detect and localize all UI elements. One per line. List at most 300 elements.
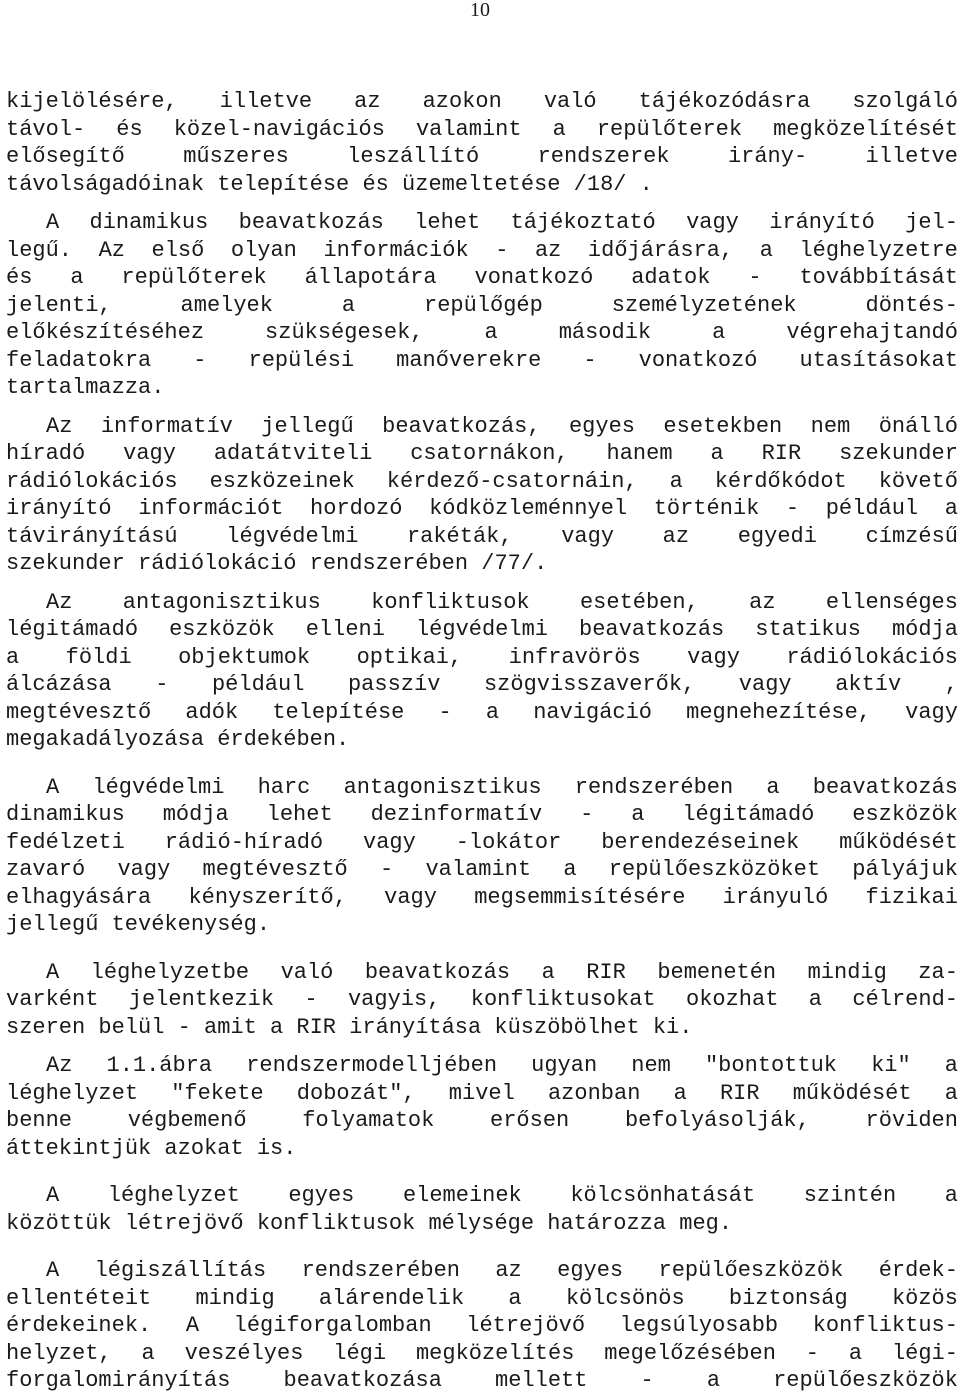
word: továbbítását	[799, 265, 958, 290]
word: valamint	[415, 116, 522, 142]
word: a	[141, 1340, 155, 1366]
word: egyes	[557, 1258, 624, 1283]
word: szintén	[803, 1183, 897, 1208]
word: távolságadóinak	[6, 171, 205, 197]
text-line	[6, 856, 958, 884]
word: passzív	[347, 672, 441, 697]
text-line	[6, 116, 958, 144]
word: célrend-	[852, 987, 958, 1012]
text-line	[6, 1014, 958, 1042]
word: alárendelik	[318, 1285, 465, 1311]
word: állapotára	[304, 265, 437, 290]
text-line	[6, 319, 958, 347]
word: mindig	[195, 1285, 275, 1311]
word: fedélzeti	[6, 829, 125, 855]
word: biztonság	[728, 1285, 848, 1311]
word: adatátviteli	[213, 441, 373, 466]
word: lehet	[266, 802, 333, 827]
word: beavatkozása	[283, 1368, 442, 1393]
text-line	[6, 1107, 958, 1135]
word: -	[748, 265, 762, 290]
text-line	[6, 829, 958, 857]
word: repülési	[248, 347, 355, 373]
page-number: 10	[470, 0, 490, 21]
word: vonatkozó	[638, 347, 758, 373]
word: ellentéteit	[6, 1285, 152, 1311]
text-line	[6, 523, 958, 551]
word: légitámadó	[682, 802, 815, 827]
word: beavatkozás	[238, 210, 384, 235]
word: légi-	[891, 1340, 958, 1366]
word: nem	[631, 1053, 671, 1078]
word: A	[185, 1313, 200, 1338]
word: konfliktusokat	[470, 987, 656, 1012]
word: léghelyzetre	[799, 237, 958, 263]
word: ugyan	[531, 1053, 598, 1078]
word: tartalmazza.	[6, 375, 165, 400]
word: amelyek	[180, 292, 273, 318]
word: megnehezítése,	[686, 699, 871, 725]
word: vagy	[363, 829, 416, 855]
text-line	[6, 616, 958, 644]
word: például	[211, 672, 305, 697]
word: való	[280, 959, 334, 985]
word: tájékoztató	[510, 210, 656, 235]
word: előkészítéséhez	[6, 320, 205, 345]
word: vagy	[738, 672, 792, 697]
word: a	[766, 774, 780, 800]
word: határozza	[547, 1210, 667, 1236]
word: megközelítését	[773, 116, 958, 142]
word: antagonisztikus	[343, 774, 542, 800]
word: dezinformatív	[370, 802, 543, 827]
word: Az	[46, 1053, 73, 1078]
word: -	[583, 347, 597, 373]
word: műszeres	[183, 144, 289, 169]
word: forgalomirányítás	[6, 1368, 231, 1393]
word: nem	[810, 413, 851, 439]
word: optikai,	[356, 644, 463, 670]
word: távirányítású	[6, 523, 178, 549]
word: "bontottuk	[704, 1053, 837, 1078]
word: esetében,	[579, 589, 699, 615]
word: a	[944, 496, 958, 521]
word: -	[785, 496, 800, 521]
word: navigáció	[533, 699, 653, 725]
word: repülőeszközöket	[608, 857, 821, 882]
word: a	[712, 320, 726, 345]
word: légvédelmi	[92, 774, 225, 800]
word: -	[438, 699, 452, 725]
word: antagonisztikus	[122, 589, 321, 615]
word: fizikai	[865, 884, 958, 910]
text-line	[6, 644, 958, 672]
word: varként	[6, 987, 99, 1012]
text-line	[6, 88, 958, 116]
text-line	[6, 699, 958, 727]
paragraph	[6, 413, 958, 578]
word: megelőzésében	[604, 1340, 776, 1366]
word: légi	[333, 1340, 387, 1366]
word: ellenséges	[825, 589, 958, 615]
word: veszélyes	[184, 1340, 304, 1366]
word: infravörös	[508, 644, 641, 670]
word: vagy	[117, 857, 171, 882]
word: helyzet,	[6, 1340, 112, 1366]
word: megsemmisítésére	[474, 884, 686, 910]
word: erősen	[490, 1108, 570, 1133]
word: irány-	[727, 144, 808, 169]
word: A	[46, 1183, 60, 1208]
word: léghelyzet	[6, 1080, 139, 1106]
word: ki"	[871, 1053, 911, 1078]
word: Az	[98, 237, 125, 263]
word: közös	[891, 1285, 958, 1311]
word: egyedi	[737, 523, 817, 549]
text-line	[6, 292, 958, 320]
word: ki.	[652, 1014, 693, 1040]
word: befolyásolják,	[624, 1108, 810, 1133]
text-line	[6, 671, 958, 699]
word: a	[485, 699, 500, 725]
word: a	[270, 1014, 284, 1040]
text-line	[6, 413, 958, 441]
word: vagy	[905, 699, 958, 725]
text-line	[6, 143, 958, 171]
word: módja	[162, 802, 229, 827]
word: és	[362, 171, 389, 197]
word: áttekintjük	[6, 1135, 152, 1161]
word: a	[669, 468, 683, 494]
word: léghelyzet	[107, 1183, 240, 1208]
word: az	[354, 89, 381, 114]
word: illetve	[865, 144, 958, 169]
word: konfliktusok	[371, 589, 530, 615]
word: vagyis,	[347, 987, 441, 1012]
word: beavatkozás,	[382, 413, 541, 439]
text-line	[6, 1285, 958, 1313]
word: vonatkozó	[474, 265, 594, 290]
word: érdek-	[878, 1258, 958, 1283]
word: RIR	[296, 1014, 336, 1040]
word: a	[552, 116, 566, 142]
word: a	[6, 644, 20, 670]
paragraph	[6, 209, 958, 402]
word: Az	[46, 413, 73, 439]
word: -	[380, 857, 394, 882]
word: egyes	[568, 413, 635, 439]
text-line	[6, 495, 958, 523]
word: irányuló	[722, 884, 829, 910]
word: konfliktus-	[812, 1313, 958, 1338]
word: és	[6, 265, 33, 290]
word: -	[580, 802, 594, 827]
word: illetve	[219, 89, 313, 114]
paragraph	[6, 1052, 958, 1162]
word: amit	[204, 1014, 257, 1040]
word: -	[155, 672, 169, 697]
word: irányító	[6, 496, 112, 521]
word: is.	[256, 1135, 297, 1161]
word: tevékenység.	[111, 912, 271, 937]
word: mélysége	[428, 1210, 535, 1236]
word: hanem	[606, 441, 673, 466]
word: a	[70, 265, 84, 290]
text-line	[6, 774, 958, 802]
word: repülőterek	[596, 116, 743, 142]
word: való	[543, 89, 597, 114]
word: za-	[918, 959, 958, 985]
word: légvédelmi	[415, 617, 548, 642]
word: lehet	[414, 210, 481, 235]
word: repülőgép	[424, 292, 543, 318]
word: közel-navigációs	[173, 116, 385, 142]
word: szekunder	[839, 441, 958, 466]
word: hordozó	[310, 496, 403, 521]
word: valamint	[425, 857, 532, 882]
word: kényszerítő,	[188, 884, 347, 910]
word: harc	[257, 774, 311, 800]
word: működését	[839, 829, 958, 855]
word: adatok	[631, 265, 711, 290]
word: jelenti,	[6, 292, 112, 318]
word: jel-	[905, 210, 958, 235]
text-line	[6, 1367, 958, 1395]
word: és	[116, 116, 143, 142]
word: küszöbölhet	[494, 1014, 640, 1040]
word: legű.	[6, 237, 73, 263]
text-line	[6, 986, 958, 1014]
word: egyes	[288, 1183, 355, 1208]
word: légiszállítás	[94, 1258, 267, 1283]
word: szeren	[6, 1014, 86, 1040]
text-line	[6, 959, 958, 987]
word: elleni	[305, 617, 385, 642]
word: RIR	[586, 959, 626, 985]
word: A	[46, 959, 60, 985]
text-line	[6, 209, 958, 237]
text-line	[6, 550, 958, 578]
word: -lokátor	[455, 829, 562, 855]
word: álcázása	[6, 672, 112, 697]
word: röviden	[865, 1108, 958, 1133]
word: második	[558, 320, 652, 345]
word: végrehajtandó	[786, 320, 958, 345]
word: mindig	[807, 959, 887, 985]
word: távol-	[6, 116, 86, 142]
word: rendszerében	[574, 774, 734, 800]
word: irányítása	[349, 1014, 482, 1040]
word: a	[710, 441, 724, 466]
word: például	[825, 496, 919, 521]
text-line	[6, 347, 958, 375]
word: adók	[185, 699, 239, 725]
word: információk	[323, 237, 469, 263]
word: dobozát",	[296, 1080, 416, 1106]
word: megközelítés	[415, 1340, 575, 1366]
word: szükségesek,	[265, 320, 424, 345]
word: eszközök	[852, 802, 958, 827]
word: beavatkozás	[364, 959, 511, 985]
document-body	[6, 88, 958, 1395]
word: telepítése	[217, 171, 350, 197]
word: meg.	[679, 1210, 733, 1236]
word: létrejövő	[124, 1210, 244, 1236]
word: jellegű	[261, 413, 354, 439]
word: személyzetének	[611, 292, 797, 318]
text-line	[6, 374, 958, 402]
word: a	[484, 320, 498, 345]
text-line	[6, 1135, 958, 1163]
word: -	[640, 1368, 654, 1393]
word: légvédelmi	[226, 523, 359, 549]
paragraph	[6, 1257, 958, 1395]
word: azokat	[164, 1135, 244, 1161]
word: kölcsönös	[565, 1285, 685, 1311]
text-line	[6, 440, 958, 468]
word: eszközeinek	[209, 468, 355, 494]
word: információt	[138, 496, 284, 521]
word: statikus	[755, 617, 861, 642]
word: vagy	[561, 523, 615, 549]
word: repülőterek	[121, 265, 267, 290]
word: érdekeinek.	[6, 1313, 152, 1338]
word: 1.1.ábra	[106, 1053, 213, 1078]
word: önálló	[878, 413, 958, 439]
word: a	[848, 1340, 863, 1366]
word: azonban	[547, 1080, 641, 1106]
word: rádiólokációs	[786, 644, 958, 670]
word: légiforgalomban	[233, 1313, 432, 1338]
word: konfliktusok	[256, 1210, 416, 1236]
word: a	[508, 1285, 522, 1311]
word: folyamatok	[302, 1108, 435, 1133]
word: léghelyzetbe	[90, 959, 250, 985]
text-line	[6, 264, 958, 292]
word: érdekében.	[217, 727, 350, 752]
word: történik	[653, 496, 760, 521]
word: a	[759, 237, 773, 263]
word: olyan	[230, 237, 297, 263]
word: rádiólokációs	[6, 468, 178, 494]
word: a	[944, 1053, 958, 1078]
word: kódközleménnyel	[429, 496, 628, 521]
word: rendszerében	[301, 1258, 460, 1283]
word: működését	[792, 1080, 912, 1106]
word: üzemeltetése	[402, 171, 561, 197]
word: megtévesztő	[6, 699, 152, 725]
word: feladatokra	[6, 347, 152, 373]
word: azokon	[422, 89, 502, 114]
word: rakéták,	[406, 523, 513, 549]
word: a	[808, 987, 822, 1012]
word: /18/	[573, 171, 627, 197]
word: okozhat	[686, 987, 779, 1012]
word: belül	[98, 1014, 165, 1040]
word: követő	[878, 468, 958, 494]
text-line	[6, 1052, 958, 1080]
word: -	[304, 987, 318, 1012]
word: /77/.	[481, 551, 548, 576]
word: vagy	[687, 644, 740, 670]
word: vagy	[384, 884, 437, 910]
text-line	[6, 1257, 958, 1285]
word: ,	[944, 672, 958, 697]
word: rádiólokáció	[138, 551, 297, 576]
word: szekunder	[6, 551, 125, 576]
word: manőverekre	[396, 347, 542, 373]
word: Az	[46, 589, 73, 615]
word: A	[46, 1258, 60, 1283]
word: elhagyására	[6, 884, 152, 910]
word: beavatkozás	[812, 774, 958, 800]
word: híradó	[6, 441, 86, 466]
paragraph	[6, 589, 958, 754]
text-line	[6, 1080, 958, 1108]
word: zavaró	[6, 857, 86, 882]
word: dinamikus	[6, 802, 125, 827]
word: kölcsönhatását	[570, 1183, 756, 1208]
word: kérdező-csatornáin,	[386, 468, 638, 494]
text-line	[6, 911, 958, 939]
word: az	[662, 523, 690, 549]
word: megakadályozása	[6, 727, 205, 752]
word: az	[495, 1258, 522, 1283]
word: légitámadó	[6, 617, 139, 642]
word: elősegítő	[6, 144, 125, 169]
word: mivel	[448, 1080, 515, 1106]
word: RIR	[761, 441, 802, 466]
word: közöttük	[6, 1210, 112, 1236]
word: rendszermodelljében	[246, 1053, 498, 1078]
text-line	[6, 884, 958, 912]
word: RIR	[719, 1080, 760, 1106]
word: végbemenő	[127, 1108, 247, 1133]
word: az	[534, 237, 562, 263]
word: elemeinek	[402, 1183, 522, 1208]
paragraph	[6, 774, 958, 939]
word: a	[541, 959, 555, 985]
word: az	[749, 589, 776, 615]
paragraph	[6, 1182, 958, 1237]
word: címzésű	[865, 523, 958, 549]
text-line	[6, 1210, 958, 1238]
word: jelentkezik	[128, 987, 275, 1012]
word: repülőeszközök	[658, 1258, 844, 1283]
text-line	[6, 726, 958, 754]
word: szolgáló	[852, 89, 958, 114]
word: mellett	[495, 1368, 588, 1393]
word: jellegű	[6, 912, 99, 937]
word: irányító	[769, 210, 875, 235]
word: esetekben	[663, 413, 783, 439]
word: a	[944, 1080, 958, 1106]
word: vagy	[686, 210, 739, 235]
text-line	[6, 1182, 958, 1210]
word: legsúlyosabb	[619, 1313, 779, 1338]
text-line	[6, 237, 958, 265]
word: rendszerében	[309, 551, 469, 576]
word: A	[46, 210, 60, 235]
word: .	[639, 171, 653, 197]
word: berendezéseinek	[601, 829, 800, 855]
word: "fekete	[171, 1080, 264, 1106]
word: -	[495, 237, 509, 263]
word: pályájuk	[852, 857, 958, 882]
word: csatornákon,	[410, 441, 569, 466]
word: vagy	[123, 441, 176, 466]
word: létrejövő	[466, 1313, 586, 1338]
